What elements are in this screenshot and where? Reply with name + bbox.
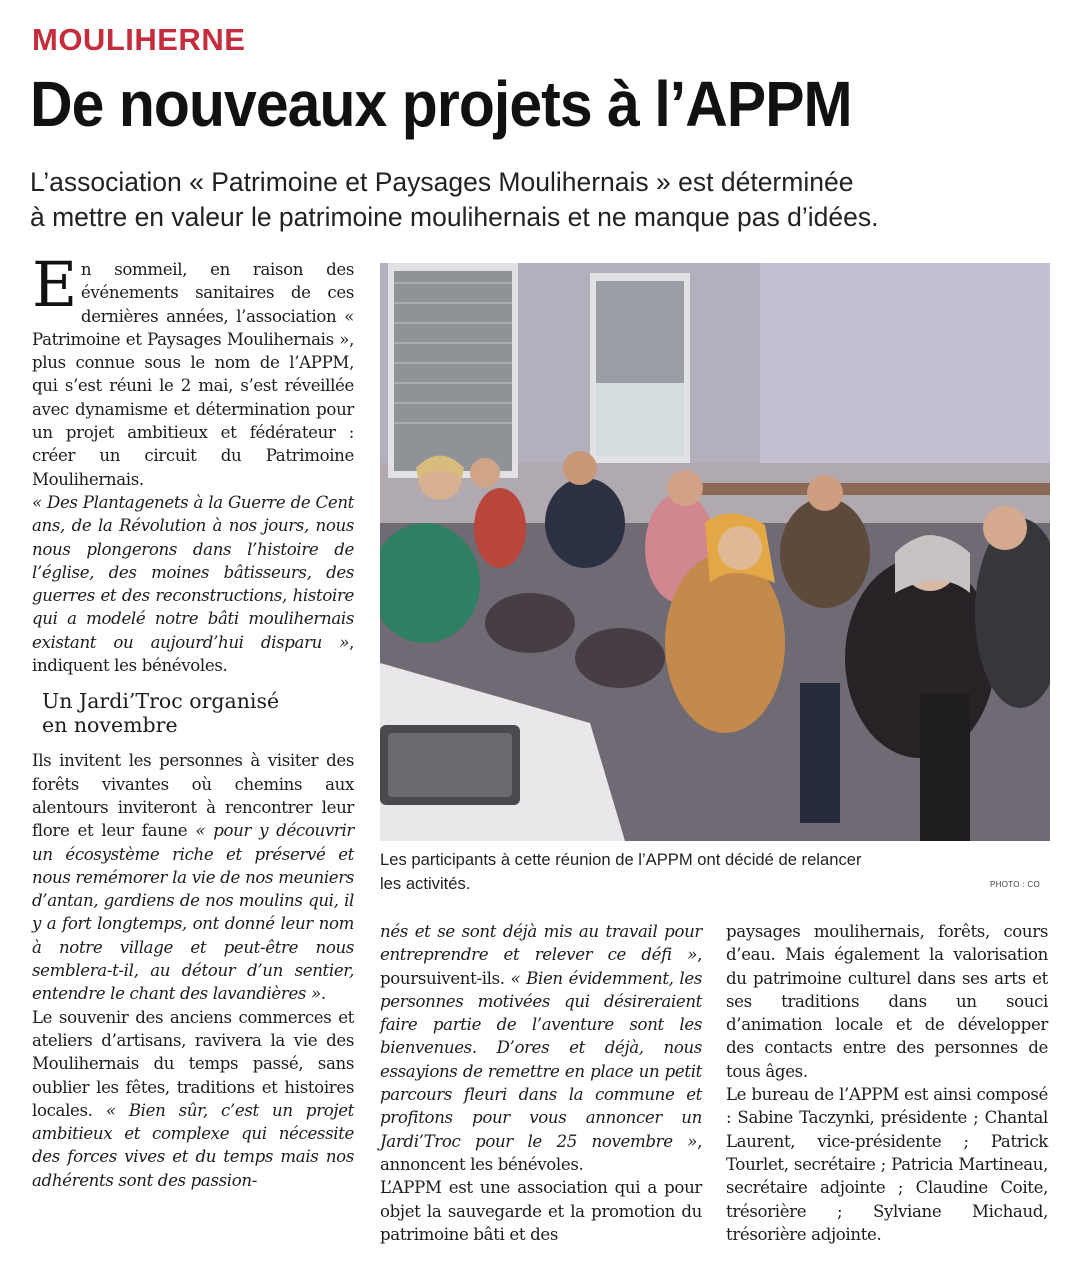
article-column-1 (32, 248, 355, 1192)
standfirst-line-2: à mettre en valeur le patrimoine moulihernais et ne manque pas d’idées. (30, 202, 879, 232)
article-column-3 (726, 920, 1048, 1246)
body-paragraph (32, 749, 354, 1005)
quote-text: nés et se sont déjà mis au travail pour entreprendre et relever ce défi » (380, 922, 702, 965)
body-paragraph (380, 920, 702, 1176)
quote-attribution: , indiquent les bénévoles. (32, 632, 354, 676)
quote-text: « Bien sûr, c’est un projet ambitieux et complexe qui nécessite des forces vives et du temps mais nos adhérents sont des passion- (32, 1100, 355, 1190)
subheading-line-1: Un Jardi’Troc organisé (42, 689, 280, 714)
quote-text: « pour y découvrir un écosystème riche et préservé et nous remémorer la vie de nos meuniers d’antan, gardiens de nos moulins qui, il y a fort longtemps, ont donné leur nom à notre village et peut-être nous semblera-t-il, au détour d’un sentier, entendre le chant des lavandières » (32, 821, 354, 1004)
quote-text: « Bien évidemment, les personnes motivées qui désireraient faire partie de l’aventure sont les bienvenues. D’ores et déjà, nous essayions de remettre en place un petit parcours fleuri dans la commune et profitons pour vous annoncer un Jardi’Troc pour le 25 novembre » (380, 968, 702, 1151)
headline: De nouveaux projets à l’APPM (30, 68, 852, 140)
meeting-photo-illustration (380, 263, 1050, 841)
subheading (42, 689, 354, 737)
body-paragraph: Le bureau de l’APPM est ainsi composé : Sabine Taczynki, présidente ; Chantal Laurent, vice-présidente ; Patrick Tourlet, secrétaire ; Patricia Martineau, secrétaire adjointe ; Claudine Coite, trésorière ; Sylviane Michaud, trésorière adjointe. (726, 1085, 1048, 1244)
section-kicker: MOULIHERNE (32, 22, 246, 57)
photo-caption (380, 848, 1000, 895)
photo-credit: PHOTO : CO (990, 880, 1040, 889)
body-text: . (320, 984, 326, 1004)
quote-text: « Des Plantagenets à la Guerre de Cent ans, de la Révolution à nos jours, nous nous plongerons dans l’histoire de l’église, des moines bâtisseurs, des guerres et des reconstructions, histoire qui a modelé notre bâti moulihernais existant ou aujourd’hui disparu » (32, 492, 354, 652)
body-text: , poursuivent-ils. (380, 945, 702, 988)
standfirst (30, 165, 1055, 235)
meeting-photo (380, 263, 1050, 841)
subheading-line-2: en novembre (42, 713, 178, 738)
body-paragraph (32, 1006, 354, 1192)
body-text: Ils invitent les personnes à visiter des forêts vivantes où chemins aux alentours inviteront à rencontrer leur flore et leur faune (32, 751, 354, 841)
article-column-2 (380, 920, 702, 1246)
body-text: , annoncent les bénévoles. (380, 1131, 702, 1174)
lead-paragraph (32, 248, 354, 491)
body-paragraph: L’APPM est une association qui a pour objet la sauvegarde et la promotion du patrimoine bâti et des (380, 1178, 702, 1244)
standfirst-line-1: L’association « Patrimoine et Paysages Moulihernais » est déterminée (30, 167, 854, 197)
quote-paragraph (32, 491, 354, 677)
photo-caption-line-2: les activités. (380, 873, 471, 893)
lead-text: n sommeil, en raison des événements sanitaires de ces dernières années, l’association « Patrimoine et Paysages Moulihernais », plus connue sous le nom de l’APPM, qui s’est réuni le 2 mai, s’est réveillée avec dynamisme et détermination pour un projet ambitieux et fédérateur : créer un circuit du Patrimoine Moulihernais. (32, 260, 354, 489)
body-paragraph: paysages moulihernais, forêts, cours d’eau. Mais également la valorisation du patrimoine culturel dans ses arts et ses traditions dans un souci d’animation locale et de développer des contacts entre des personnes de tous âges. (726, 922, 1048, 1081)
drop-cap: E (32, 248, 77, 321)
photo-caption-line-1: Les participants à cette réunion de l’APPM ont décidé de relancer (380, 850, 862, 869)
body-text: Le souvenir des anciens commerces et ateliers d’artisans, ravivera la vie des Moulihernais du temps passé, sans oublier les fêtes, traditions et histoires locales. (32, 1007, 354, 1120)
